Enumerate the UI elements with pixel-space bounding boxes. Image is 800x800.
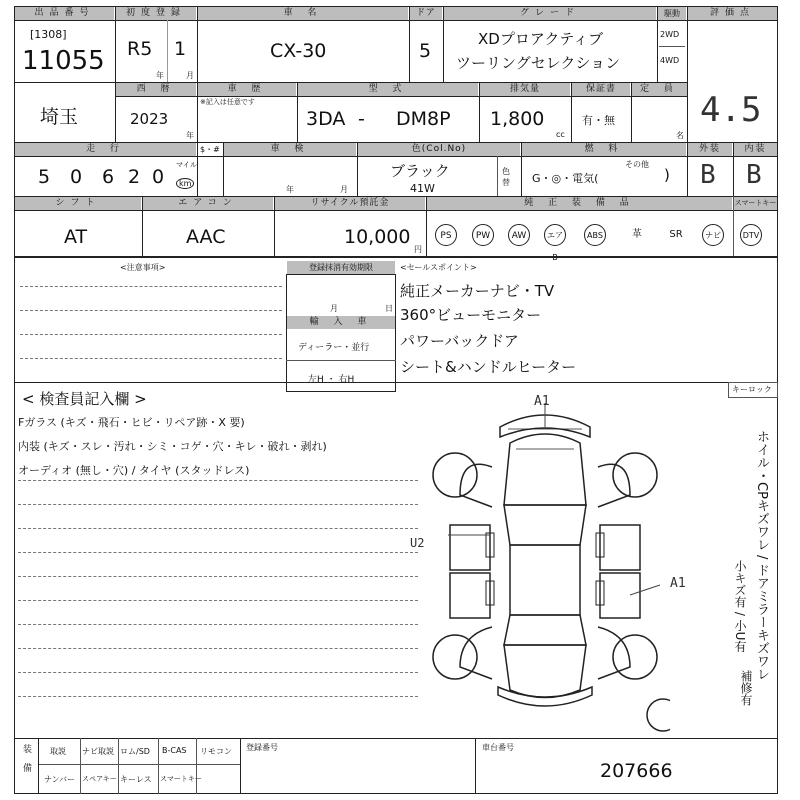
displacement-value: 1,800 — [490, 108, 545, 130]
first-reg-era: R5 — [127, 38, 153, 60]
fuel-other-label: その他 — [625, 160, 649, 169]
fuel-close: ) — [664, 166, 670, 184]
fuel-options: G・◎・電気( — [532, 172, 599, 185]
bottom-navi-manual: ナビ取説 — [82, 747, 114, 756]
car-name: CX-30 — [270, 40, 327, 62]
equip-dtv: DTV — [740, 224, 762, 246]
bottom-rom-sd: ロム/SD — [120, 747, 150, 756]
mileage-unit-mile: マイル — [176, 161, 197, 169]
lot-number: 11055 — [22, 46, 105, 76]
header-grade: グレード — [444, 7, 656, 20]
inspector-line-audio: オーディオ (無し・穴) / タイヤ (スタッドレス) — [18, 464, 250, 477]
mileage-sign: $・# — [200, 145, 220, 154]
equip-ps: PS — [435, 224, 457, 246]
first-reg-tsuki: 月 — [186, 71, 194, 80]
header-recycle: リサイクル預託金 — [275, 197, 425, 210]
header-score: 評価点 — [688, 7, 777, 20]
model-dash: - — [358, 108, 365, 130]
notes-label: <注意事項> — [120, 263, 166, 272]
first-reg-nen: 年 — [156, 71, 164, 80]
key-lock-label: キーロック — [732, 385, 772, 394]
inspector-line-glass: Fガラス (キズ・飛石・ヒビ・リペア跡・X 要) — [18, 416, 245, 429]
equip-airbag: エアB — [544, 224, 566, 246]
aircon-value: AAC — [186, 226, 226, 248]
recycle-value: 10,000 — [344, 226, 411, 248]
lot-sub-number: [1308] — [30, 28, 67, 41]
sales-point-4: シート&ハンドルヒーター — [400, 358, 577, 376]
mark-right: A1 — [670, 576, 686, 591]
header-capacity: 定 員 — [632, 83, 687, 96]
color-change-label: 色替 — [502, 167, 510, 187]
reg-number-label: 登録番号 — [246, 743, 278, 752]
equip-sunroof: SR — [669, 229, 683, 240]
first-reg-month: 1 — [174, 38, 187, 60]
sales-point-2: 360°ビューモニター — [400, 306, 542, 324]
inspection-tsuki: 月 — [340, 185, 348, 194]
model-prefix: 3DA — [306, 108, 346, 130]
bottom-plate: ナンバー — [44, 775, 76, 784]
mileage-digit-5: 0 — [152, 166, 165, 188]
header-color: 色(Col.No) — [358, 143, 520, 156]
header-interior: 内装 — [734, 143, 777, 156]
header-first-reg: 初度登録 — [116, 7, 196, 20]
header-history: 車 歴 — [198, 83, 296, 96]
inspection-nen: 年 — [286, 185, 294, 194]
region: 埼玉 — [40, 106, 79, 128]
interior-grade: B — [746, 160, 762, 190]
equip-abs: ABS — [584, 224, 606, 246]
header-car-name: 車 名 — [198, 7, 408, 20]
note-small-scratch: 小キズ有 / 小U有 — [733, 560, 747, 653]
bottom-remote: リモコン — [200, 747, 232, 756]
mileage-digit-2: 0 — [70, 166, 83, 188]
model-year: 2023 — [130, 110, 169, 128]
reg-expiry-day: 日 — [385, 304, 393, 313]
bottom-manual: 取説 — [50, 747, 66, 756]
header-reg-expiry: 登録抹消有効期限 — [287, 261, 395, 274]
header-mileage: 走 行 — [15, 143, 196, 156]
color-name: ブラック — [390, 162, 450, 180]
grade-line-1: XDプロアクティブ — [478, 30, 604, 48]
capacity-unit: 名 — [676, 131, 684, 140]
import-handle: 左H ・ 右H — [308, 375, 355, 385]
shift-value: AT — [64, 226, 88, 248]
header-displacement: 排気量 — [480, 83, 570, 96]
evaluation-score: 4.5 — [700, 90, 762, 130]
mileage-unit-km: km — [176, 178, 194, 189]
drive-4wd: 4WD — [660, 56, 680, 65]
reg-expiry-month: 月 — [330, 304, 338, 313]
bottom-keyless: キーレス — [120, 775, 152, 784]
displacement-unit: cc — [556, 130, 565, 139]
header-import: 輸 入 車 — [287, 316, 395, 329]
mileage-digit-4: 2 — [128, 166, 141, 188]
header-drive: 駆動 — [658, 7, 686, 20]
equip-leather: 革 — [632, 229, 642, 240]
header-doors: ドア — [410, 7, 442, 20]
header-smart-key: スマートキー — [734, 197, 777, 210]
mark-top: A1 — [534, 394, 550, 409]
mileage-digit-1: 5 — [38, 166, 51, 188]
header-model: 型 式 — [298, 83, 478, 96]
grade-line-2: ツーリングセレクション — [456, 54, 621, 72]
header-aircon: エアコン — [143, 197, 273, 210]
chassis-number-label: 車台番号 — [482, 743, 514, 752]
mark-left: U2 — [410, 536, 425, 550]
inspector-label: < 検査員記入欄 > — [22, 390, 147, 408]
model-year-unit: 年 — [186, 131, 194, 140]
sales-points-label: <セールスポイント> — [400, 263, 477, 272]
header-shift: シフト — [15, 197, 141, 210]
header-warranty: 保証書 — [572, 83, 630, 96]
equip-pw: PW — [472, 224, 494, 246]
recycle-unit: 円 — [414, 245, 422, 254]
note-repair: 補修有 — [739, 670, 753, 706]
header-fuel: 燃 料 — [522, 143, 686, 156]
drive-2wd: 2WD — [660, 30, 680, 39]
sales-point-1: 純正メーカーナビ・TV — [400, 282, 555, 300]
car-diagram — [420, 395, 670, 740]
header-equipment: 純 正 装 備 品 — [427, 197, 732, 210]
note-wheel-mirror: ホイル・CPキズワレ / ドアミラーキズワレ — [754, 430, 769, 681]
exterior-grade: B — [700, 160, 716, 190]
history-note: ※記入は任意です — [200, 98, 255, 106]
chassis-number: 207666 — [600, 760, 673, 782]
equip-aw: AW — [508, 224, 530, 246]
warranty-options: 有・無 — [582, 114, 615, 127]
header-exterior: 外装 — [688, 143, 732, 156]
equip-navi: ナビ — [702, 224, 724, 246]
model-code: DM8P — [396, 108, 451, 130]
sales-point-3: パワーバックドア — [400, 332, 519, 350]
color-code: 41W — [410, 182, 435, 195]
import-dealer: ディーラー・並行 — [298, 343, 370, 353]
door-count: 5 — [419, 40, 432, 62]
header-lot-no: 出品番号 — [15, 7, 114, 20]
equipment-row-label: 装備 — [21, 744, 31, 782]
bottom-smart-key: スマートキー — [160, 775, 202, 783]
inspector-line-interior: 内装 (キズ・スレ・汚れ・シミ・コゲ・穴・キレ・破れ・剥れ) — [18, 440, 327, 453]
header-inspection: 車 検 — [224, 143, 356, 156]
bottom-spare-key: スペアキー — [82, 775, 117, 783]
bottom-bcas: B-CAS — [162, 746, 187, 755]
header-year: 西 暦 — [116, 83, 196, 96]
mileage-digit-3: 6 — [102, 166, 115, 188]
